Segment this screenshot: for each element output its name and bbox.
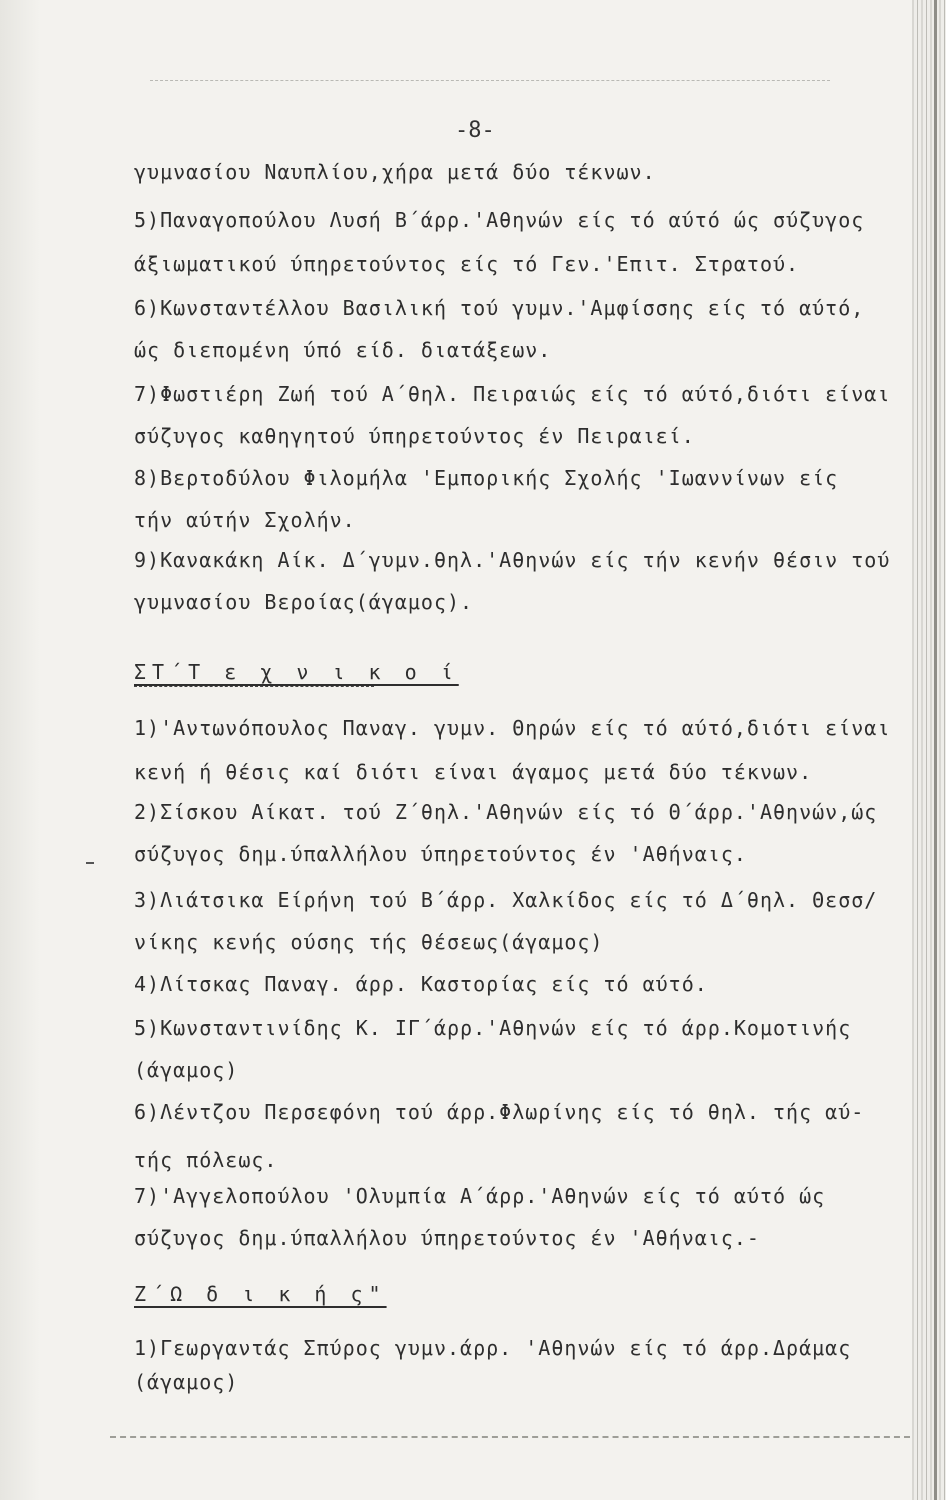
page-number: -8-: [455, 118, 495, 143]
margin-mark: [86, 862, 94, 864]
text-line: 7)'Αγγελοπούλου 'Ολυμπία Α΄άρρ.'Αθηνών είς τό αύτό ώς: [134, 1184, 826, 1208]
text-line: 1)'Αντωνόπουλος Παναγ. γυμν. Θηρών είς τό αύτό,διότι είναι: [134, 716, 891, 740]
text-line: 5)Κωνσταντινίδης Κ. ΙΓ΄άρρ.'Αθηνών είς τό άρρ.Κομοτινής: [134, 1016, 852, 1040]
text-line: ώς διεπομένη ύπό είδ. διατάξεων.: [134, 338, 552, 362]
text-line: γυμνασίου Ναυπλίου,χήρα μετά δύο τέκνων.: [134, 160, 656, 184]
text-line: τής πόλεως.: [134, 1148, 278, 1172]
section-heading-dikis: Ζ΄Ω δ ι κ ή ς": [134, 1282, 387, 1306]
text-line: (άγαμος): [134, 1370, 239, 1394]
text-line: 6)Κωνσταντέλλου Βασιλική τού γυμν.'Αμφίσσης είς τό αύτό,: [134, 296, 865, 320]
text-line: (άγαμος): [134, 1058, 239, 1082]
text-line: 4)Λίτσκας Παναγ. άρρ. Καστορίας είς τό αύτό.: [134, 972, 708, 996]
text-line: 7)Φωστιέρη Ζωή τού Α΄θηλ. Πειραιώς είς τό αύτό,διότι είναι: [134, 382, 891, 406]
text-line: 6)Λέντζου Περσεφόνη τού άρρ.Φλωρίνης είς τό θηλ. τής αύ-: [134, 1100, 865, 1124]
scan-left-edge: [0, 0, 40, 1500]
top-divider: [150, 80, 830, 82]
text-line: τήν αύτήν Σχολήν.: [134, 508, 356, 532]
text-line: σύζυγος καθηγητού ύπηρετούντος έν Πειραιεί.: [134, 424, 695, 448]
text-line: 9)Κανακάκη Αίκ. Δ΄γυμν.θηλ.'Αθηνών είς τήν κενήν θέσιν τού: [134, 548, 891, 572]
text-line: σύζυγος δημ.ύπαλλήλου ύπηρετούντος έν 'Αθήναις.: [134, 842, 747, 866]
bottom-divider: [110, 1436, 910, 1439]
heading-underline: [134, 686, 374, 688]
text-line: 3)Λιάτσικα Είρήνη τού Β΄άρρ. Χαλκίδος είς τό Δ΄θηλ. Θεσσ/: [134, 888, 878, 912]
section-heading-technikoi: ΣΤ΄Τ ε χ ν ι κ ο ί: [134, 660, 459, 684]
text-line: γυμνασίου Βεροίας(άγαμος).: [134, 590, 474, 614]
text-line: 8)Βερτοδύλου Φιλομήλα 'Εμπορικής Σχολής 'Ιωαννίνων είς: [134, 466, 839, 490]
binding-edge: [912, 0, 946, 1500]
text-line: σύζυγος δημ.ύπαλλήλου ύπηρετούντος έν 'Αθήναις.-: [134, 1226, 760, 1250]
text-line: 2)Σίσκου Αίκατ. τού Ζ΄θηλ.'Αθηνών είς τό Θ΄άρρ.'Αθηνών,ώς: [134, 800, 878, 824]
text-line: 1)Γεωργαντάς Σπύρος γυμν.άρρ. 'Αθηνών είς τό άρρ.Δράμας: [134, 1336, 852, 1360]
text-line: 5)Παναγοπούλου Λυσή Β΄άρρ.'Αθηνών είς τό αύτό ώς σύζυγος: [134, 208, 865, 232]
text-line: κενή ή θέσις καί διότι είναι άγαμος μετά δύο τέκνων.: [134, 760, 813, 784]
text-line: άξιωματικού ύπηρετούντος είς τό Γεν.'Επιτ. Στρατού.: [134, 252, 800, 276]
text-line: νίκης κενής ούσης τής θέσεως(άγαμος): [134, 930, 604, 954]
